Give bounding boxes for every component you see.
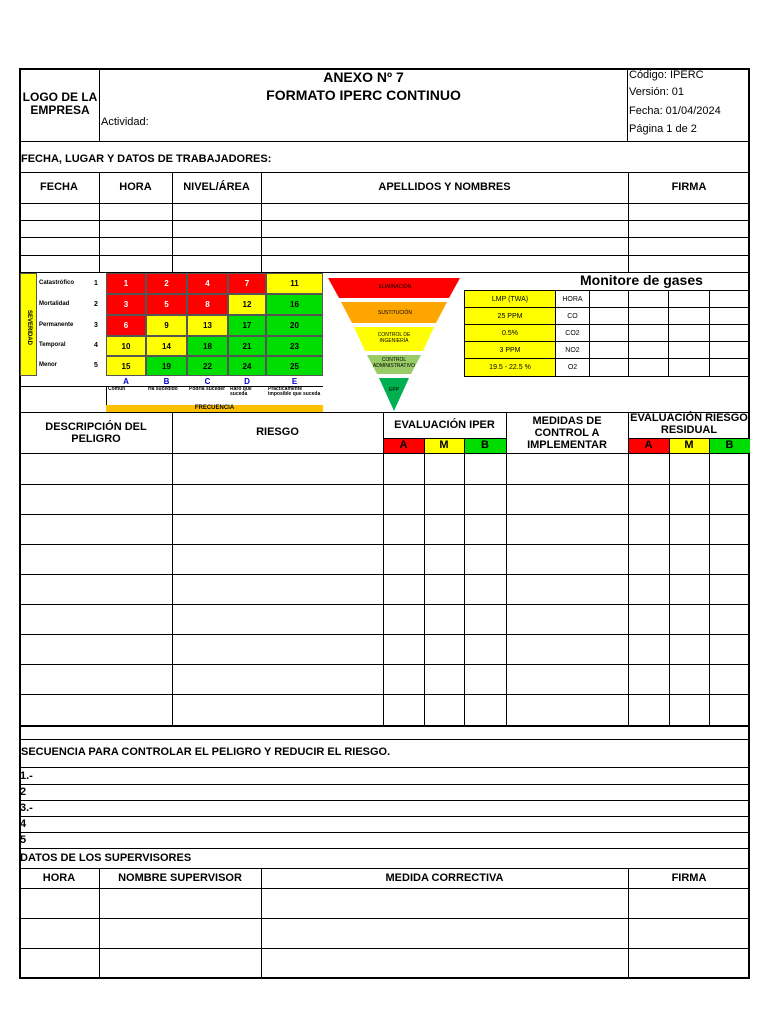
- gas-table-cell: [628, 290, 669, 308]
- doc-version: Versión: 01: [629, 86, 685, 98]
- gas-table-cell: [589, 290, 629, 308]
- divider: [19, 141, 750, 142]
- divider: [20, 386, 323, 387]
- sequence-step-5: 5: [20, 834, 27, 846]
- risk-matrix-cell: 9: [146, 315, 187, 336]
- risk-matrix-cell: 1: [106, 273, 146, 294]
- sequence-step-2: 2: [20, 786, 27, 798]
- risk-matrix-cell: 25: [266, 356, 323, 376]
- risk-matrix-cell: 14: [146, 336, 187, 356]
- sup-col-firma: FIRMA: [671, 872, 707, 884]
- divider: [19, 453, 750, 454]
- gas-table-cell: [668, 341, 710, 359]
- gas-lmp-value: 0.5%: [464, 324, 556, 342]
- divider: [19, 848, 750, 849]
- gas-table-cell: [668, 290, 710, 308]
- supervisors-title: DATOS DE LOS SUPERVISORES: [20, 852, 192, 864]
- divider: [19, 948, 750, 949]
- col-residual-risk: EVALUACIÓN RIESGO RESIDUAL: [630, 412, 748, 436]
- divider: [99, 172, 100, 272]
- severity-row-label: Catastrófico: [39, 279, 75, 286]
- col-hazard-description: DESCRIPCIÓN DEL PELIGRO: [45, 421, 147, 445]
- risk-matrix-cell: 23: [266, 336, 323, 356]
- divider: [628, 412, 629, 725]
- divider: [261, 868, 262, 979]
- risk-matrix-cell: 6: [106, 315, 146, 336]
- gas-monitor-title: Monitore de gases: [580, 272, 703, 288]
- severity-row-number: 3: [94, 321, 98, 329]
- divider: [19, 918, 750, 919]
- gas-table-cell: [709, 341, 750, 359]
- risk-matrix-cell: 20: [266, 315, 323, 336]
- gas-table-cell: [628, 307, 669, 325]
- divider: [261, 172, 262, 272]
- risk-matrix-cell: 16: [266, 294, 323, 315]
- sequence-step-4: 4: [20, 818, 27, 830]
- pyramid-label-engineering: CONTROL DE INGENIERÍA: [377, 332, 411, 344]
- divider: [172, 412, 173, 725]
- pyramid-label-elimination: ELIMINACIÓN: [378, 284, 412, 290]
- divider: [19, 800, 750, 801]
- frequency-letter: E: [291, 377, 298, 386]
- divider: [19, 237, 750, 238]
- divider: [19, 514, 750, 515]
- col-risk: RIESGO: [256, 426, 299, 438]
- risk-matrix-cell: 8: [187, 294, 228, 315]
- sequence-step-3: 3.-: [20, 802, 33, 814]
- divider: [19, 634, 750, 635]
- risk-matrix-cell: 2: [146, 273, 187, 294]
- divider: [709, 438, 710, 725]
- divider: [627, 68, 628, 141]
- divider: [19, 664, 750, 665]
- divider: [424, 438, 425, 725]
- risk-matrix-cell: 24: [228, 356, 266, 376]
- gas-name: O2: [555, 358, 590, 377]
- gas-lmp-value: 19.5 - 22.5 %: [464, 358, 556, 377]
- divider: [172, 172, 173, 272]
- gas-table-cell: [709, 307, 750, 325]
- divider: [19, 574, 750, 575]
- severity-row-label: Menor: [39, 362, 57, 368]
- sequence-step-1: 1.-: [20, 770, 33, 782]
- gas-hora-header: HORA: [555, 290, 590, 308]
- frequency-description: Ha sucedido: [148, 386, 178, 392]
- doc-date: Fecha: 01/04/2024: [629, 105, 721, 117]
- severity-row-number: 5: [94, 362, 98, 369]
- risk-matrix-cell: 10: [106, 336, 146, 356]
- frequency-description: Común: [108, 386, 126, 392]
- risk-matrix-cell: 15: [106, 356, 146, 376]
- divider: [19, 816, 750, 817]
- severity-label: SEVERIDAD: [26, 310, 32, 346]
- col-fecha: FECHA: [40, 181, 78, 193]
- residual-m-header: M: [669, 438, 709, 453]
- frequency-description: Podría suceder: [189, 386, 226, 392]
- gas-table-cell: [589, 358, 629, 377]
- divider: [19, 172, 750, 173]
- divider: [19, 767, 750, 768]
- col-control-measures: MEDIDAS DE CONTROL A IMPLEMENTAR: [527, 415, 607, 451]
- risk-matrix-cell: 13: [187, 315, 228, 336]
- gas-name: CO: [555, 307, 590, 325]
- risk-matrix-cell: 12: [228, 294, 266, 315]
- divider: [99, 868, 100, 979]
- gas-table-cell: [709, 290, 750, 308]
- divider: [106, 386, 107, 405]
- risk-matrix-cell: 17: [228, 315, 266, 336]
- divider: [669, 438, 670, 725]
- company-logo-placeholder: LOGO DE LA EMPRESA: [22, 90, 98, 117]
- sup-col-hora: HORA: [42, 872, 76, 884]
- workers-section-title: FECHA, LUGAR Y DATOS DE TRABAJADORES:: [21, 153, 272, 165]
- gas-table-cell: [589, 307, 629, 325]
- frequency-label: FRECUENCIA: [194, 405, 235, 411]
- divider: [19, 604, 750, 605]
- gas-lmp-header: LMP (TWA): [464, 290, 556, 308]
- gas-table-cell: [589, 341, 629, 359]
- divider: [19, 739, 750, 740]
- form-frame: [19, 68, 750, 979]
- col-firma: FIRMA: [671, 181, 707, 193]
- frequency-letter: A: [123, 377, 129, 386]
- divider: [19, 868, 750, 869]
- pyramid-label-substitution: SUSTITUCIÓN: [378, 310, 412, 316]
- doc-page: Página 1 de 2: [629, 123, 697, 135]
- gas-table-cell: [668, 358, 710, 377]
- divider: [19, 484, 750, 485]
- divider: [19, 832, 750, 833]
- risk-matrix-cell: 11: [266, 273, 323, 294]
- severity-row-number: 1: [94, 279, 98, 287]
- pyramid-label-ppe: EPP: [388, 387, 399, 393]
- gas-lmp-value: 3 PPM: [464, 341, 556, 359]
- col-nivel-area: NIVEL/ÁREA: [183, 181, 250, 193]
- iper-b-header: B: [464, 438, 506, 453]
- risk-matrix-cell: 19: [146, 356, 187, 376]
- col-apellidos: APELLIDOS Y NOMBRES: [378, 181, 511, 193]
- gas-table-cell: [668, 307, 710, 325]
- gas-table-cell: [589, 324, 629, 342]
- residual-a-header: A: [628, 438, 669, 453]
- risk-matrix-cell: 21: [228, 336, 266, 356]
- divider: [628, 868, 629, 979]
- risk-matrix-cell: 7: [228, 273, 266, 294]
- divider: [19, 203, 750, 204]
- severity-row-label: Temporal: [39, 342, 66, 348]
- gas-table-cell: [628, 341, 669, 359]
- divider: [19, 255, 750, 256]
- sequence-title: SECUENCIA PARA CONTROLAR EL PELIGRO Y REDUCIR EL RIESGO.: [21, 746, 391, 758]
- form-title: FORMATO IPERC CONTINUO: [266, 87, 461, 103]
- divider: [19, 725, 750, 727]
- pyramid-level-ppe: [379, 378, 409, 411]
- divider: [464, 438, 465, 725]
- divider: [628, 438, 750, 439]
- gas-name: CO2: [555, 324, 590, 342]
- divider: [19, 544, 750, 545]
- divider: [628, 172, 629, 272]
- annex-title: ANEXO Nº 7: [323, 69, 404, 85]
- pyramid-label-administrative: CONTROL ADMINISTRATIVO: [372, 357, 416, 369]
- divider: [19, 220, 750, 221]
- gas-lmp-value: 25 PPM: [464, 307, 556, 325]
- gas-table-cell: [668, 324, 710, 342]
- gas-table-cell: [709, 324, 750, 342]
- activity-label: Actividad:: [101, 116, 149, 128]
- frequency-description: Raro que suceda: [230, 386, 252, 397]
- risk-matrix-cell: 4: [187, 273, 228, 294]
- gas-table-cell: [628, 358, 669, 377]
- divider: [506, 412, 507, 725]
- risk-matrix-cell: 5: [146, 294, 187, 315]
- gas-table-cell: [709, 358, 750, 377]
- divider: [383, 412, 384, 725]
- control-hierarchy-pyramid: [325, 276, 465, 416]
- frequency-description: Prácticamente imposible que suceda: [268, 386, 321, 397]
- risk-matrix-cell: 22: [187, 356, 228, 376]
- severity-row-number: 4: [94, 342, 98, 349]
- col-hora: HORA: [119, 181, 152, 193]
- sup-col-medida: MEDIDA CORRECTIVA: [385, 872, 504, 884]
- divider: [19, 888, 750, 889]
- gas-name: NO2: [555, 341, 590, 359]
- sup-col-nombre: NOMBRE SUPERVISOR: [118, 872, 242, 884]
- col-iper-evaluation: EVALUACIÓN IPER: [394, 419, 495, 431]
- doc-code: Código: IPERC: [629, 69, 704, 81]
- divider: [383, 438, 506, 439]
- frequency-letter: D: [244, 377, 250, 386]
- risk-matrix-cell: 18: [187, 336, 228, 356]
- severity-row-label: Mortalidad: [39, 300, 70, 307]
- divider: [19, 784, 750, 785]
- iper-m-header: M: [424, 438, 464, 453]
- risk-matrix-cell: 3: [106, 294, 146, 315]
- iper-a-header: A: [383, 438, 424, 453]
- residual-b-header: B: [709, 438, 750, 453]
- frequency-letter: B: [163, 377, 170, 386]
- gas-table-cell: [628, 324, 669, 342]
- severity-row-label: Permanente: [39, 321, 74, 328]
- divider: [19, 694, 750, 695]
- frequency-letter: C: [204, 377, 211, 386]
- severity-row-number: 2: [94, 300, 98, 308]
